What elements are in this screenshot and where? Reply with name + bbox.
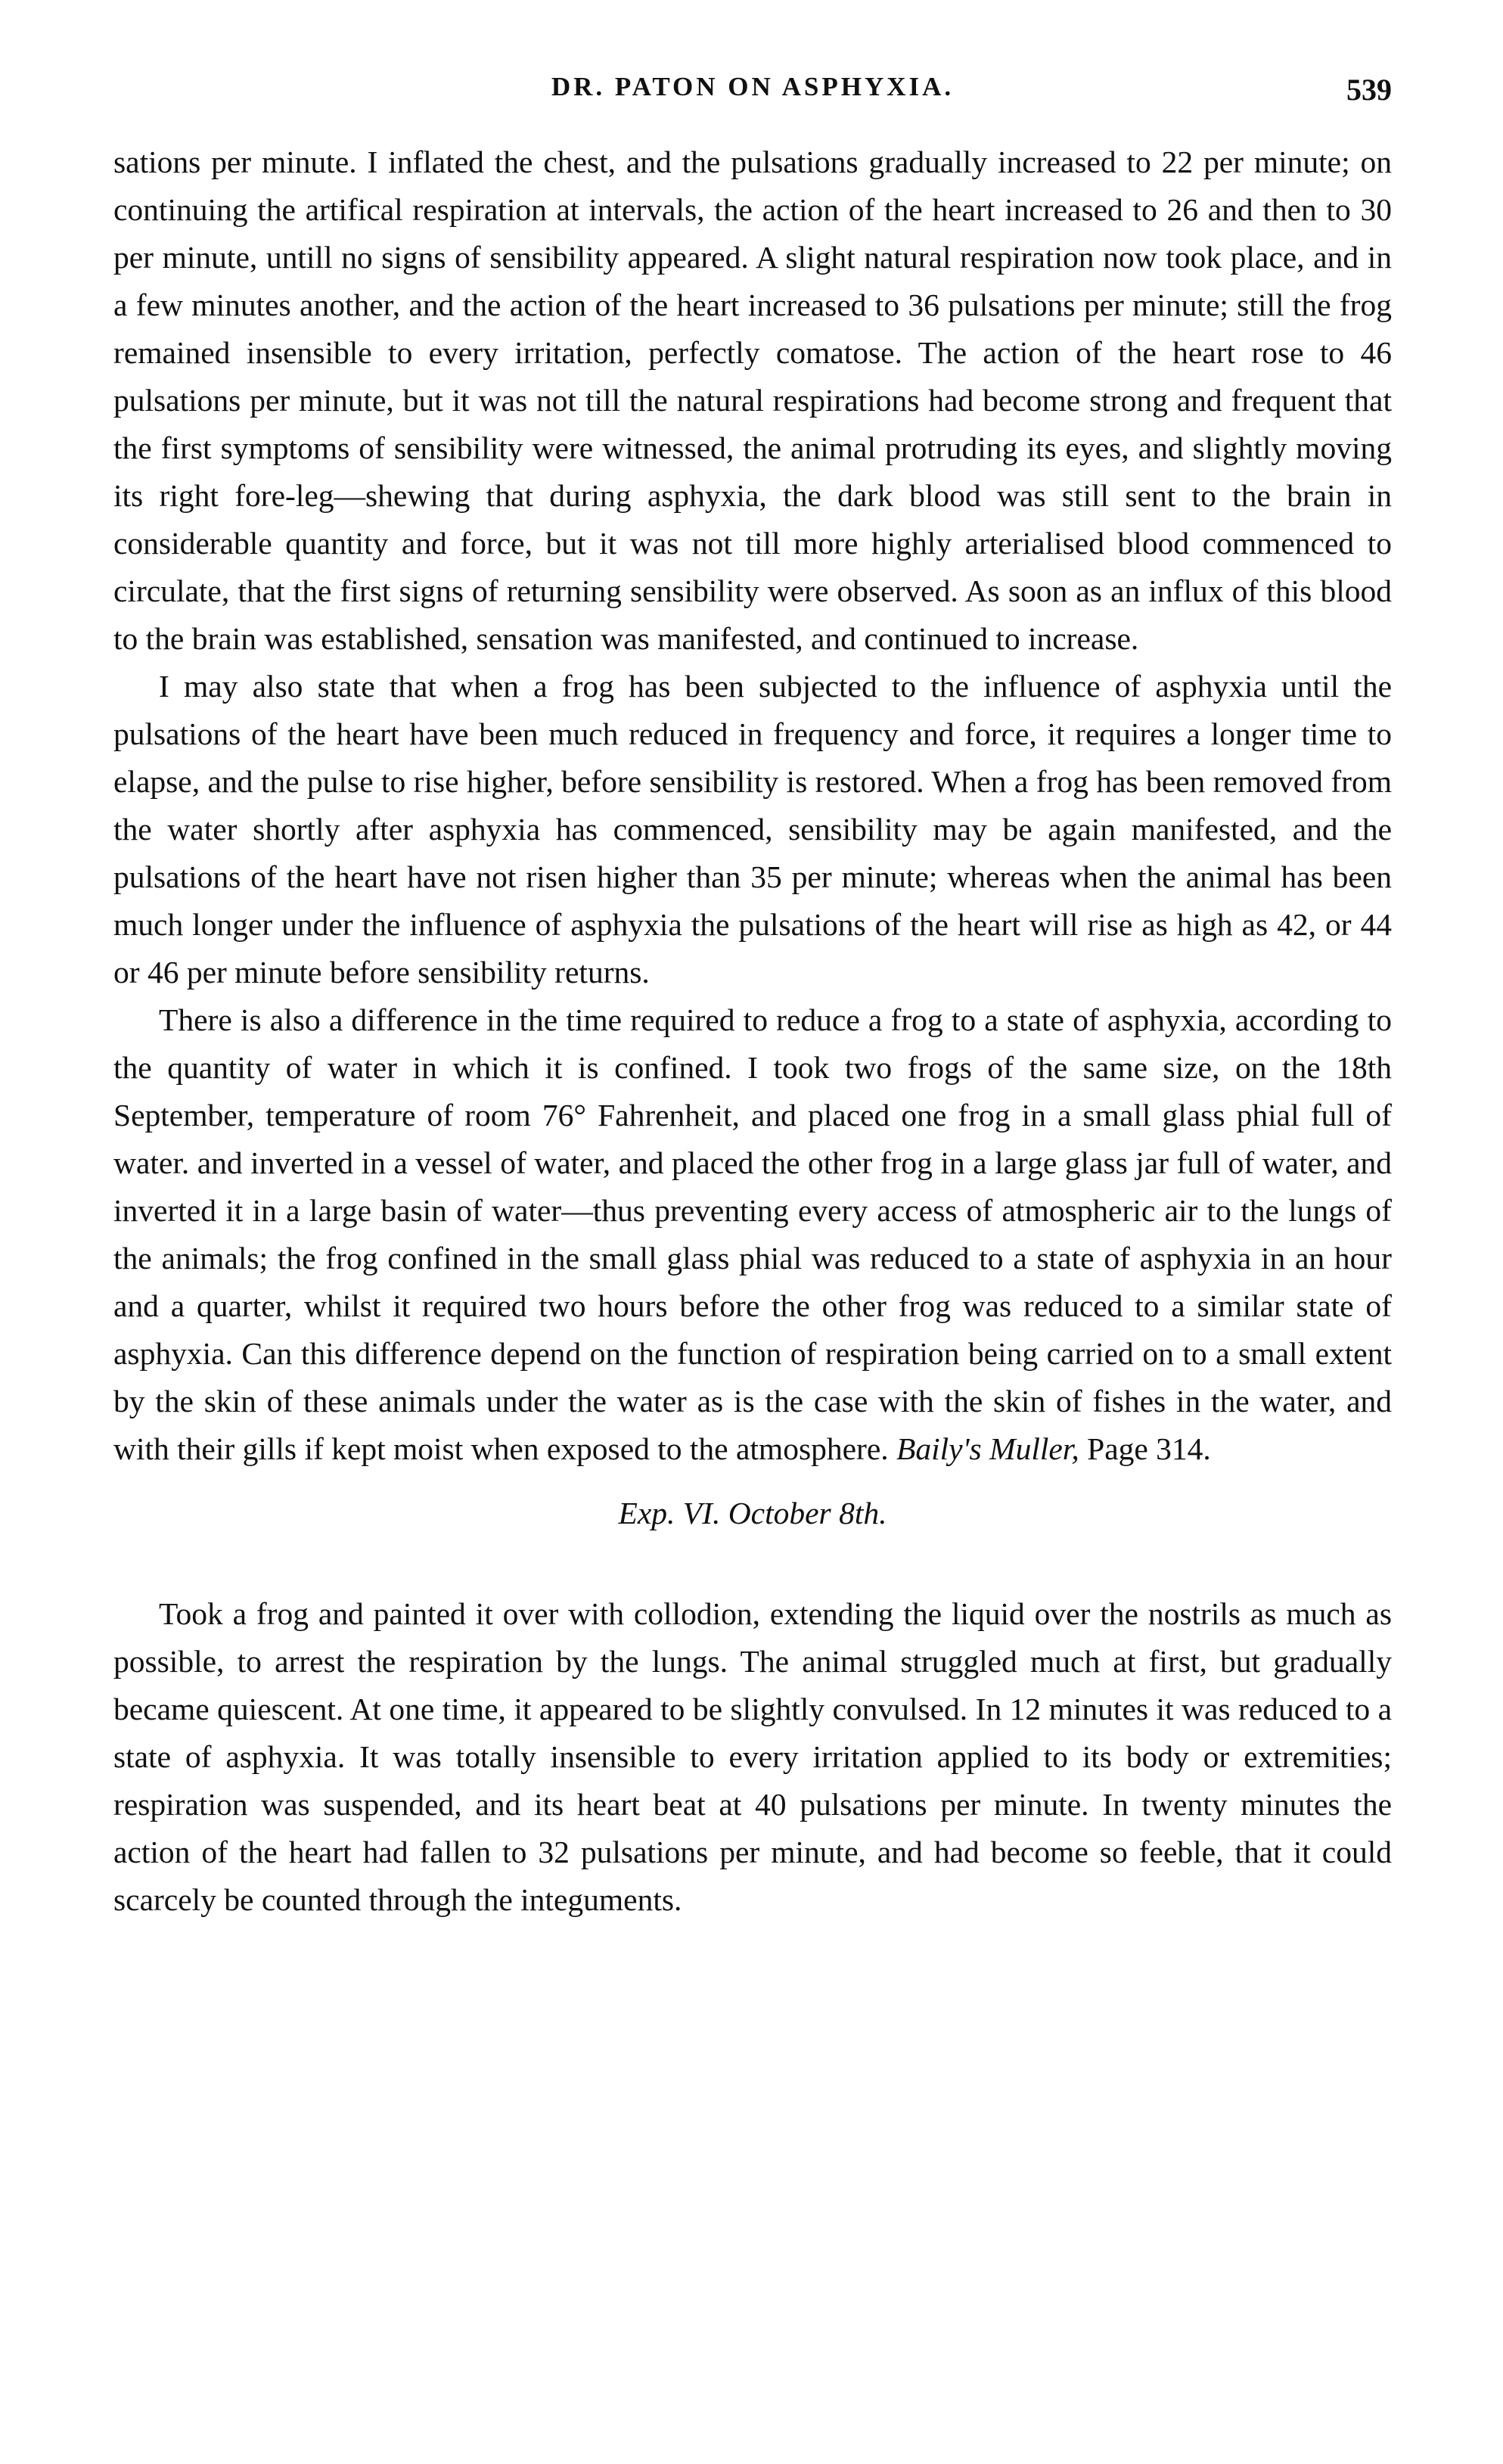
- paragraph-2: I may also state that when a frog has been subjected to the influence of asphyxia until the pulsations of the heart have been much reduced in frequency and force, it requires a longer time to elapse, and the pulse to rise higher, before sensibility is restored. When a frog has been removed from the water shortly after asphyxia has commenced, sensibility may be again manifested, and the pulsations of the heart have not risen higher than 35 per minute; whereas when the animal has been much longer under the influence of asphyxia the pulsations of the heart will rise as high as 42, or 44 or 46 per minute before sensibility returns.: [113, 669, 1392, 990]
- paragraph-1: sations per minute. I inflated the chest, and the pulsations gradually increased to 22 per minute; on continuing the artifical respiration at intervals, the action of the heart increased to 26 and then to 30 per minute, untill no signs of sensibility appeared. A slight natural respiration now took place, and in a few minutes another, and the action of the heart increased to 36 pulsations per minute; still the frog remained insensible to every irritation, perfectly comatose. The action of the heart rose to 46 pulsations per minute, but it was not till the natural respirations had become strong and frequent that the first symptoms of sensibility were witnessed, the animal protruding its eyes, and slightly moving its right fore-leg—shewing that during asphyxia, the dark blood was still sent to the brain in considerable quantity and force, but it was not till more highly arterialised blood commenced to circulate, that the first signs of returning sensibility were observed. As soon as an influx of this blood to the brain was established, sensation was manifested, and continued to increase.: [113, 144, 1392, 656]
- paragraph-3-text: There is also a difference in the time required to reduce a frog to a state of asphyxia, according to the quantity of water in which it is confined. I took two frogs of the same size, on the 18th September, temperature of room 76° Fahrenheit, and placed one frog in a small glass phial full of water. and inverted in a vessel of water, and placed the other frog in a large glass jar full of water, and inverted it in a large basin of water—thus preventing every access of atmospheric air to the lungs of the animals; the frog confined in the small glass phial was reduced to a state of asphyxia in an hour and a quarter, whilst it required two hours before the other frog was reduced to a similar state of asphyxia. Can this difference depend on the function of respiration being carried on to a small extent by the skin of these animals under the water as is the case with the skin of fishes in the water, and with their gills if kept moist when exposed to the atmosphere.: [113, 1002, 1392, 1466]
- running-title: DR. PATON ON ASPHYXIA.: [551, 72, 955, 101]
- journal-page: [113, 72, 1392, 1924]
- paragraph-3: [113, 996, 1392, 1473]
- running-header: [113, 72, 1392, 117]
- citation-page: Page 314.: [1087, 1431, 1211, 1466]
- page-number: 539: [1346, 73, 1392, 107]
- citation-source: Baily's Muller,: [896, 1431, 1079, 1466]
- paragraph-4: Took a frog and painted it over with collodion, extending the liquid over the nostrils as much as possible, to arrest the respiration by the lungs. The animal struggled much at first, but gradually became quiescent. At one time, it appeared to be slightly convulsed. In 12 minutes it was reduced to a state of asphyxia. It was totally insensible to every irritation applied to its body or extremities; respiration was suspended, and its heart beat at 40 pulsations per minute. In twenty minutes the action of the heart had fallen to 32 pulsations per minute, and had become so feeble, that it could scarcely be counted through the integuments.: [113, 1596, 1392, 1917]
- section-heading: Exp. VI. October 8th.: [618, 1496, 887, 1530]
